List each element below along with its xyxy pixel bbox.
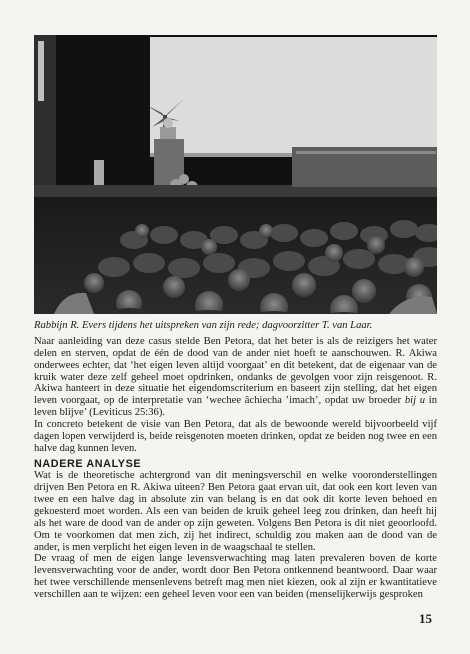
paragraph-4: De vraag of men de eigen lange levensverwachting mag laten prevaleren boven de korte levensverwachting voor de ander, wordt door Ben Petora ontkennend beantwoord. Daar waar het twee verschillende mensenlevens betreft mag men niet kiezen, ook al zijn er kwantitatieve verschillen aan te wijzen: een geheel leven voor een van beiden (menselijkerwijs gesproken — [34, 553, 437, 600]
photo-caption: Rabbijn R. Evers tijdens het uitspreken van zijn rede; dagvoorzitter T. van Laar. — [34, 320, 373, 331]
section-heading: NADERE ANALYSE — [34, 458, 142, 471]
paragraph-2: In concreto betekent de visie van Ben Petora, dat als de bewoonde wereld bijvoorbeeld vijf dagen lopen verwijderd is, beide reisgenoten moeten drinken, opdat ze beiden nog twee en een halve dag kunnen leven. — [34, 418, 437, 454]
auditorium-photo — [34, 35, 437, 314]
paragraph-3: Wat is de theoretische achtergrond van dit meningsverschil en welke vooronderstellingen drijven Ben Petora en R. Akiwa uiteen? Ben Petora gaat ervan uit, dat ook een kort leven van twee en een halve dag in absolute zin van belang is en dat ook dit korte leven behoed en gekoesterd moet worden. Als een van beiden de kruik geheel leeg zou drinken, dan heeft hij als het ware de dood van de ander op zijn geweten. Volgens Ben Petora is dit niet geoorloofd. Om te voorkomen dat men zich, zij het indirect, schuldig zou maken aan de dood van de ander, is men verplicht het eigen leven in de waagschaal te stellen. — [34, 470, 437, 553]
auditorium-photo-drawing — [34, 35, 437, 314]
page-number: 15 — [419, 611, 432, 626]
article-body — [34, 336, 437, 601]
paragraph-1: Naar aanleiding van deze casus stelde Ben Petora, dat het beter is als de reizigers het water delen en sterven, opdat de één de dood van de ander niet hoeft te aanschouwen. R. Akiwa onderwees echter, dat ‘het eigen leven altijd voorgaat’ en dit betekent, dat de eigenaar van de kruik water deze zelf geheel moet opdrinken, ondanks de gevolgen voor zijn reisgenoot. R. Akiwa hanteert in deze situatie het eigendomscriterium en baseert zijn stelling, dat het eigen leven voorgaat, op de interpretatie van ‘wechee âchiecha ’imach’, opdat uw broeder bij u in leven blijve’ (Leviticus 25:36). — [34, 336, 438, 419]
